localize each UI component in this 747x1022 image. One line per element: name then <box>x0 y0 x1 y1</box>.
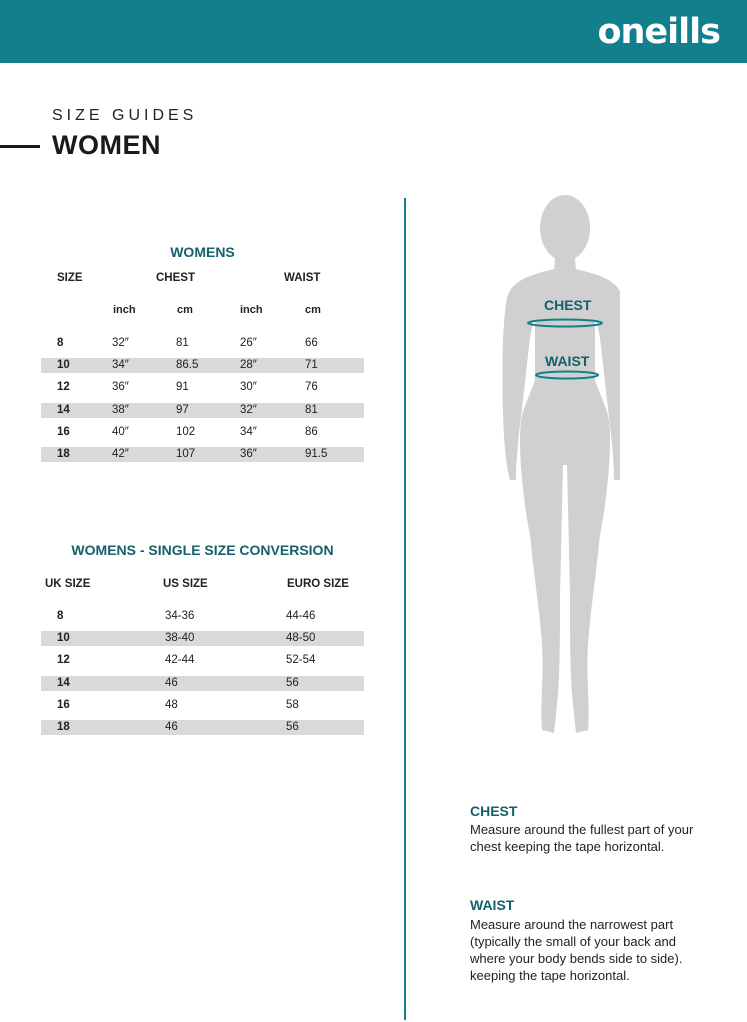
measurement-cell: 42″ <box>112 448 129 460</box>
title-accent-bar <box>0 145 40 148</box>
measurement-cell: 32″ <box>240 404 257 416</box>
chest-inch-unit: inch <box>113 304 136 316</box>
size-table-row <box>41 380 364 395</box>
chest-figure-label: CHEST <box>544 297 592 313</box>
euro-size-header: EURO SIZE <box>287 578 349 590</box>
measurement-cell: 86.5 <box>176 359 199 371</box>
conversion-table-title: WOMENS - SINGLE SIZE CONVERSION <box>71 542 334 558</box>
size-table-row <box>41 403 364 418</box>
measurement-cell: 34″ <box>240 426 257 438</box>
body-silhouette-icon <box>490 195 620 740</box>
size-table-row <box>41 358 364 373</box>
measurement-cell: 97 <box>176 404 189 416</box>
conversion-table-row <box>41 631 364 646</box>
us-size-cell: 46 <box>165 677 178 689</box>
measurement-cell: 81 <box>176 337 189 349</box>
uk-size-cell: 10 <box>57 632 70 644</box>
conversion-table-row <box>41 720 364 735</box>
measurement-cell: 107 <box>176 448 196 460</box>
waist-note-title: WAIST <box>470 897 515 913</box>
uk-size-cell: 12 <box>57 654 70 666</box>
waist-inch-unit: inch <box>240 304 263 316</box>
us-size-cell: 34-36 <box>165 610 195 622</box>
measurement-cell: 102 <box>176 426 196 438</box>
measurement-cell: 38″ <box>112 404 129 416</box>
us-size-header: US SIZE <box>163 578 208 590</box>
uk-size-cell: 8 <box>57 610 64 622</box>
measurement-cell: 32″ <box>112 337 129 349</box>
conversion-table-row <box>41 676 364 691</box>
header-bar <box>0 0 747 63</box>
measurement-cell: 71 <box>305 359 318 371</box>
euro-size-cell: 56 <box>286 721 299 733</box>
conversion-table-row <box>41 653 364 668</box>
euro-size-cell: 48-50 <box>286 632 316 644</box>
measurement-cell: 36″ <box>240 448 257 460</box>
measurement-cell: 40″ <box>112 426 129 438</box>
measurement-cell: 34″ <box>112 359 129 371</box>
measurement-cell: 28″ <box>240 359 257 371</box>
euro-size-cell: 56 <box>286 677 299 689</box>
measurement-cell: 30″ <box>240 381 257 393</box>
size-cell: 8 <box>57 337 64 349</box>
size-cell: 14 <box>57 404 70 416</box>
measurement-cell: 66 <box>305 337 318 349</box>
chest-note-title: CHEST <box>470 803 518 819</box>
measurement-cell: 26″ <box>240 337 257 349</box>
chest-header: CHEST <box>156 272 195 284</box>
waist-note-text: Measure around the narrowest part (typically the small of your back and where your body bends side to side). keeping the tape horizontal. <box>470 917 683 983</box>
uk-size-header: UK SIZE <box>45 578 91 590</box>
measurement-cell: 91 <box>176 381 189 393</box>
page-title: WOMEN <box>52 130 161 160</box>
uk-size-cell: 18 <box>57 721 70 733</box>
waist-figure-label: WAIST <box>545 353 590 369</box>
waist-cm-unit: cm <box>305 304 321 316</box>
logo-text: oneills <box>597 12 720 52</box>
uk-size-cell: 16 <box>57 699 70 711</box>
measurement-cell: 91.5 <box>305 448 328 460</box>
measurement-cell: 86 <box>305 426 318 438</box>
measurement-cell: 36″ <box>112 381 129 393</box>
measurement-cell: 76 <box>305 381 318 393</box>
size-table-title: WOMENS <box>170 244 235 260</box>
euro-size-cell: 52-54 <box>286 654 316 666</box>
size-cell: 12 <box>57 381 70 393</box>
measurement-cell: 81 <box>305 404 318 416</box>
size-header: SIZE <box>57 272 83 284</box>
body-figure <box>490 195 620 745</box>
us-size-cell: 42-44 <box>165 654 195 666</box>
euro-size-cell: 58 <box>286 699 299 711</box>
size-cell: 16 <box>57 426 70 438</box>
size-cell: 10 <box>57 359 70 371</box>
conversion-table-row <box>41 609 364 624</box>
euro-size-cell: 44-46 <box>286 610 316 622</box>
oneills-logo[interactable] <box>597 12 720 52</box>
us-size-cell: 38-40 <box>165 632 195 644</box>
size-cell: 18 <box>57 448 70 460</box>
us-size-cell: 46 <box>165 721 178 733</box>
size-table-row <box>41 425 364 440</box>
size-table-row <box>41 447 364 462</box>
column-divider <box>404 198 406 1020</box>
us-size-cell: 48 <box>165 699 178 711</box>
chest-cm-unit: cm <box>177 304 193 316</box>
page-subtitle: SIZE GUIDES <box>52 107 198 124</box>
waist-header: WAIST <box>284 272 321 284</box>
size-table-row <box>41 336 364 351</box>
conversion-table-row <box>41 698 364 713</box>
chest-note-text: Measure around the fullest part of your chest keeping the tape horizontal. <box>470 822 694 854</box>
uk-size-cell: 14 <box>57 677 70 689</box>
